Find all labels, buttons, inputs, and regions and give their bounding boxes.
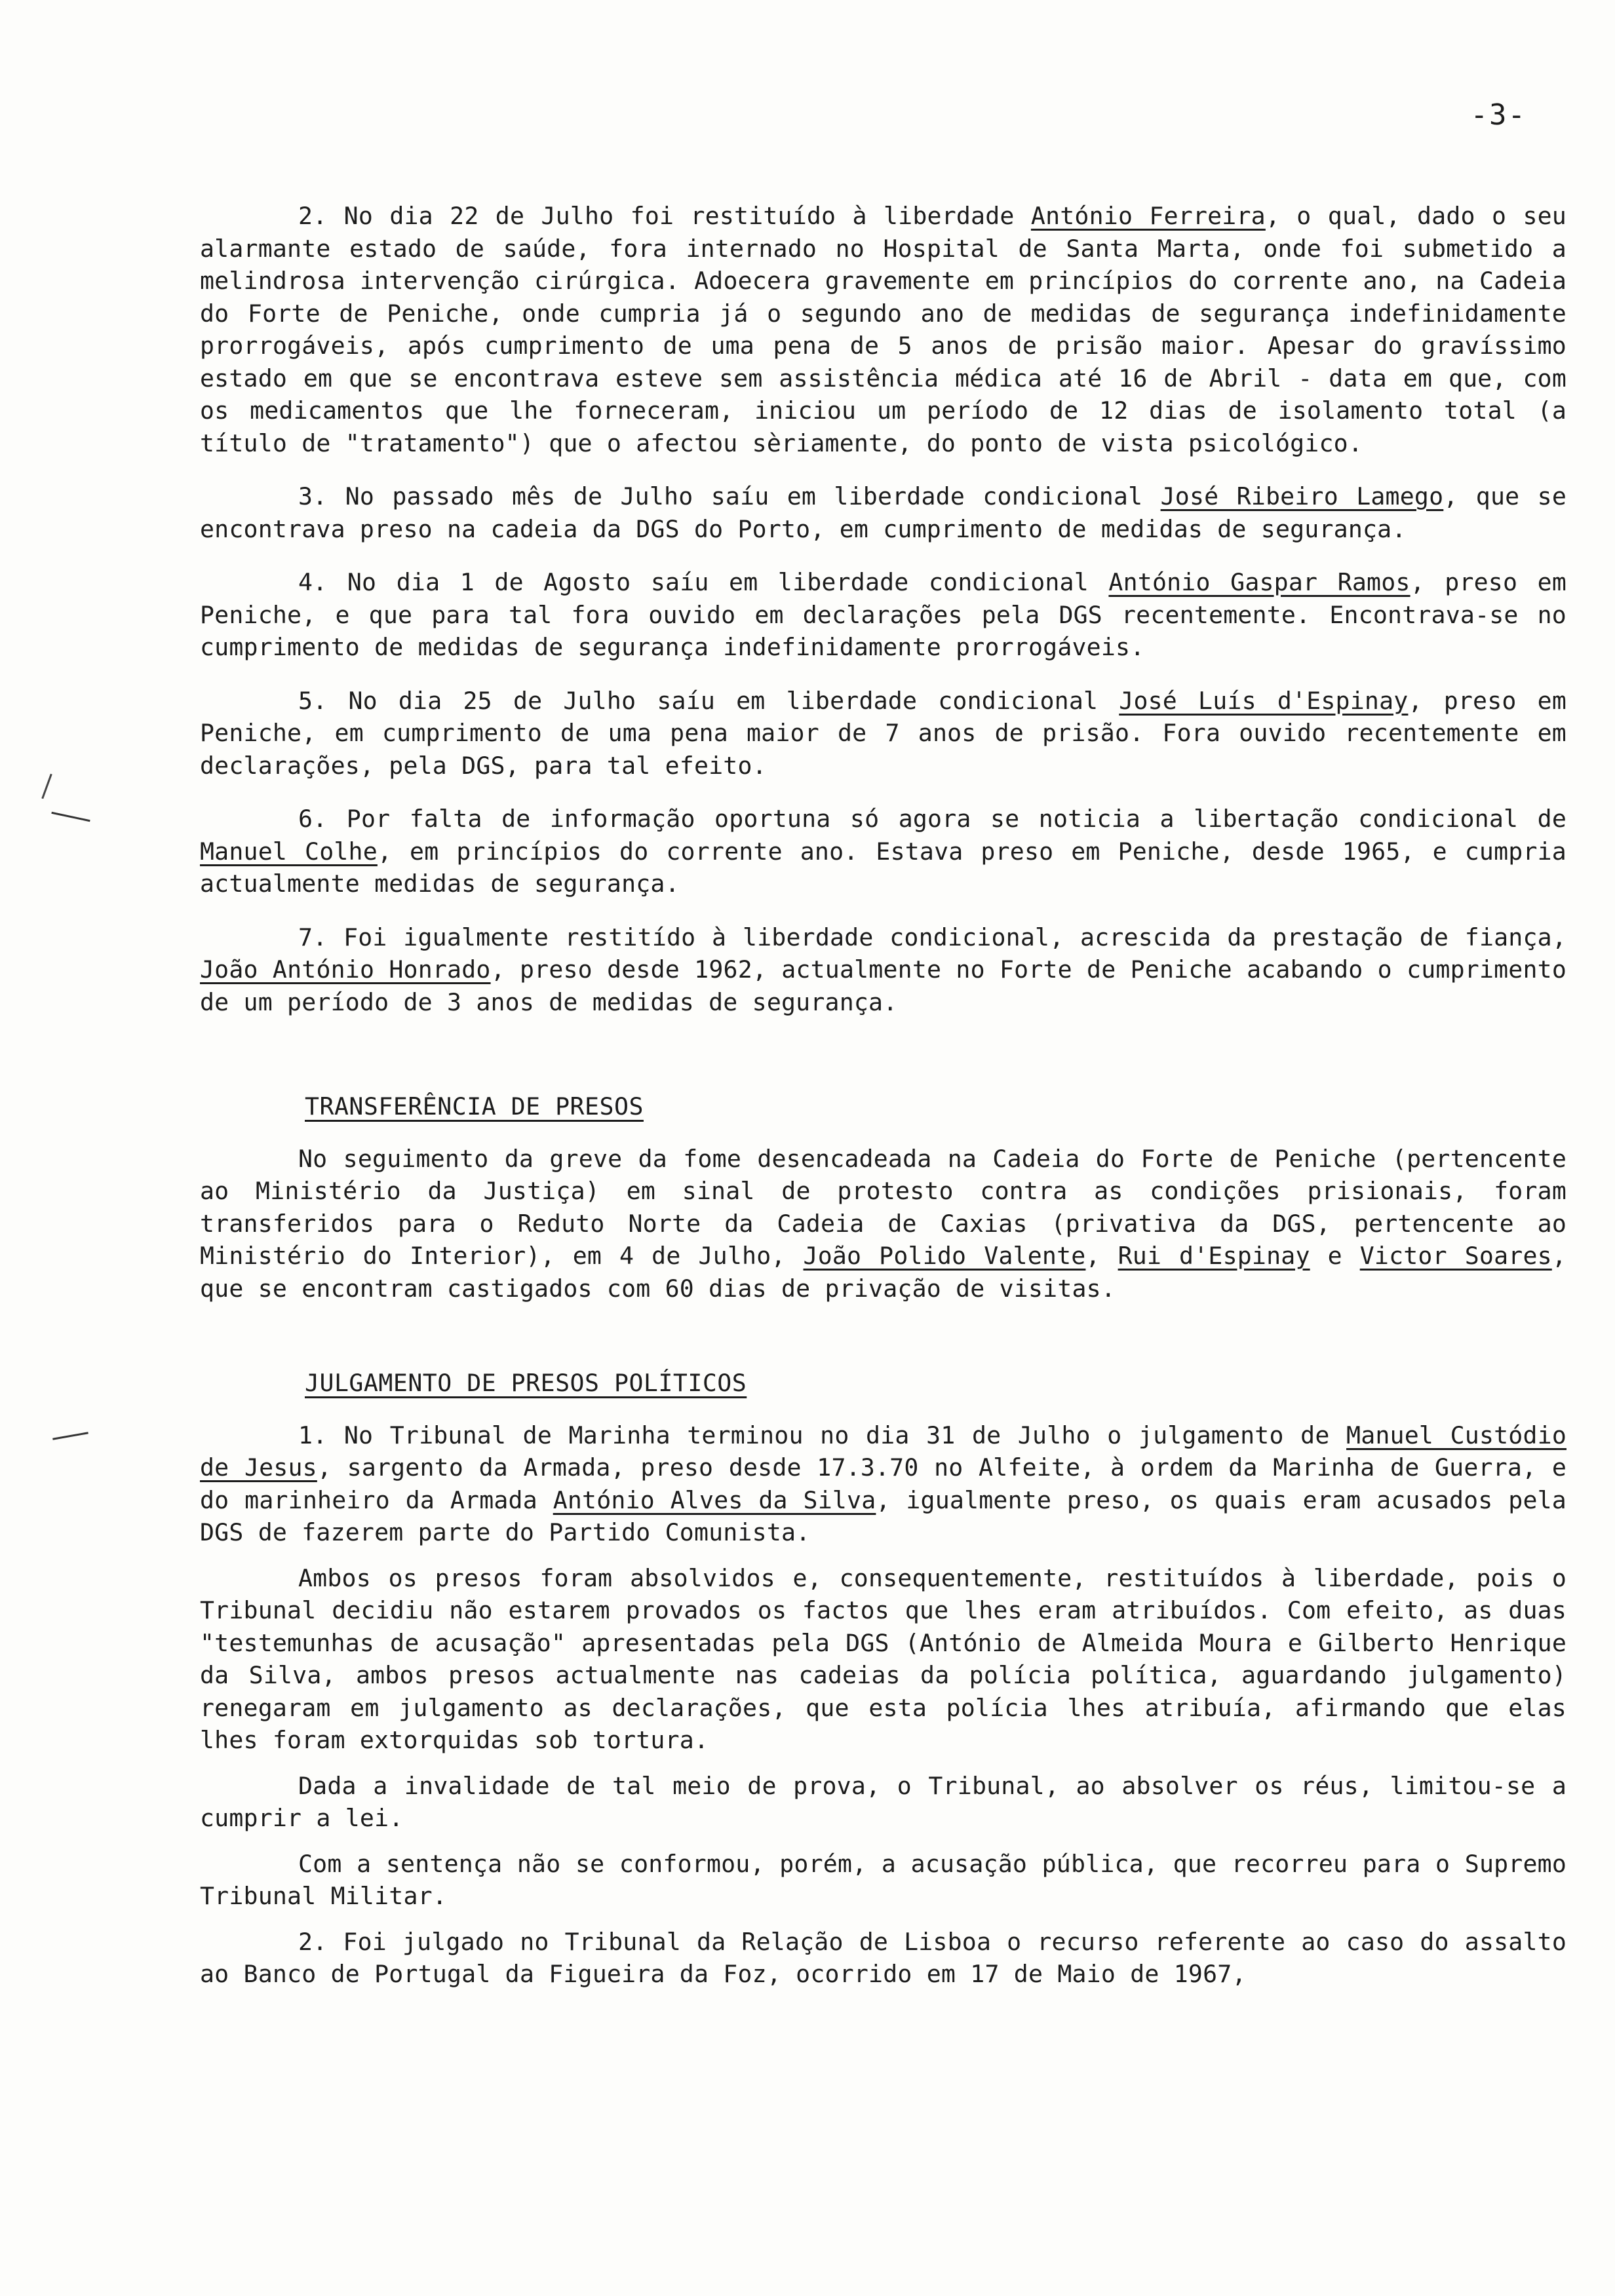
paragraph-text: , (1085, 1242, 1118, 1270)
person-name: José Luís d'Espinay (1119, 686, 1409, 715)
paragraph-text: , igualmente preso, os quais eram acusados pela DGS de fazerem parte do Partido Comunista. (200, 1485, 1566, 1546)
person-name: José Ribeiro Lamego (1160, 482, 1444, 510)
margin-mark (51, 812, 90, 822)
paragraph-trial-appeal: Com a sentença não se conformou, porém, a acusação pública, que recorreu para o Supremo Tribunal Militar. (200, 1849, 1566, 1910)
paragraph-release-6 (200, 803, 1566, 900)
person-name: João Polido Valente (803, 1242, 1086, 1270)
section-heading-trials: JULGAMENTO DE PRESOS POLÍTICOS (305, 1369, 747, 1397)
paragraph-trial-invalidity: Dada a invalidade de tal meio de prova, o Tribunal, ao absolver os réus, limitou-se a cumprir a lei. (200, 1771, 1566, 1832)
person-name: António Gaspar Ramos (1108, 568, 1411, 596)
paragraph-trial-2: 2. Foi julgado no Tribunal da Relação de Lisboa o recurso referente ao caso do assalto ao Banco de Portugal da Figueira da Foz, ocorrido em 17 de Maio de 1967, (200, 1927, 1566, 1988)
paragraph-release-3 (200, 480, 1566, 545)
person-name: Rui d'Espinay (1118, 1242, 1310, 1270)
paragraph-text: 5. No dia 25 de Julho saíu em liberdade condicional (298, 686, 1119, 715)
paragraph-text: No seguimento da greve da fome desencadeada na Cadeia do Forte de Peniche (pertencente ao Ministério da Justiça) em sinal de protesto contra as condições prisionais, foram transferidos para o Reduto Norte da Cadeia de Caxias (privativa da DGS, pertencente ao Ministério do Interior), em 4 de Julho, (200, 1144, 1566, 1270)
paragraph-text: 3. No passado mês de Julho saíu em liberdade condicional (298, 482, 1161, 510)
paragraph-text: , preso em Peniche, e que para tal fora ouvido em declarações pela DGS recentemente. Encontrava-se no cumprimento de medidas de segurança indefinidamente prorrogáveis. (200, 568, 1567, 661)
paragraph-text: 1. No Tribunal de Marinha terminou no dia 31 de Julho o julgamento de (298, 1421, 1347, 1449)
paragraph-text: , que se encontrava preso na cadeia da DGS do Porto, em cumprimento de medidas de segurança. (200, 482, 1566, 543)
paragraph-release-5 (200, 685, 1566, 782)
person-name: João António Honrado (200, 955, 491, 984)
paragraph-text: 6. Por falta de informação oportuna só agora se noticia a libertação condicional de (298, 805, 1566, 833)
paragraph-text: 4. No dia 1 de Agosto saíu em liberdade condicional (298, 568, 1109, 596)
paragraph-text: , em princípios do corrente ano. Estava preso em Peniche, desde 1965, e cumpria actualmente medidas de segurança. (200, 837, 1566, 898)
paragraph-text: , sargento da Armada, preso desde 17.3.70 no Alfeite, à ordem da Marinha de Guerra, e do marinheiro da Armada (200, 1453, 1566, 1514)
person-name: Manuel Custódio de Jesus (200, 1421, 1566, 1482)
paragraph-text: , preso desde 1962, actualmente no Forte de Peniche acabando o cumprimento de um período de 3 anos de medidas de segurança. (200, 955, 1566, 1016)
margin-tick (41, 774, 52, 799)
person-name: António Ferreira (1030, 202, 1266, 230)
person-name: Victor Soares (1359, 1242, 1552, 1270)
paragraph-trial-acquittal: Ambos os presos foram absolvidos e, consequentemente, restituídos à liberdade, pois o Tribunal decidiu não estarem provados os factos que lhes eram atribuídos. Com efeito, as duas "testemunhas de acusação" apresentadas pela DGS (António de Almeida Moura e Gilberto Henrique da Silva, ambos presos actualmente nas cadeias da polícia política, aguardando julgamento) renegaram em julgamento as declarações, que esta polícia lhes atribuía, afirmando que elas lhes foram extorquidas sob tortura. (200, 1563, 1566, 1754)
paragraph-text: , que se encontram castigados com 60 dias de privação de visitas. (200, 1242, 1566, 1303)
page-number: -3- (1470, 98, 1527, 132)
paragraph-text: e (1310, 1242, 1360, 1270)
person-name: Manuel Colhe (200, 837, 378, 866)
paragraph-text: 2. No dia 22 de Julho foi restituído à liberdade (298, 202, 1031, 230)
margin-mark (52, 1432, 88, 1440)
paragraph-release-2 (200, 200, 1566, 459)
paragraph-text: , preso em Peniche, em cumprimento de uma pena maior de 7 anos de prisão. Fora ouvido recentemente em declarações, pela DGS, para tal efeito. (200, 686, 1567, 780)
document-body (200, 200, 1566, 2004)
person-name: António Alves da Silva (553, 1485, 876, 1514)
paragraph-transfer (200, 1143, 1566, 1305)
paragraph-release-4 (200, 566, 1566, 664)
section-heading-transfer: TRANSFERÊNCIA DE PRESOS (305, 1092, 644, 1120)
paragraph-trial-1 (200, 1419, 1566, 1549)
paragraph-text: , o qual, dado o seu alarmante estado de saúde, fora internado no Hospital de Santa Marta, onde foi submetido a melindrosa intervenção cirúrgica. Adoecera gravemente em princípios do corrente ano, na Cadeia do Forte de Peniche, onde cumpria já o segundo ano de medidas de segurança indefinidamente prorrogáveis, após cumprimento de uma pena de 5 anos de prisão maior. Apesar do gravíssimo estado em que se encontrava esteve sem assistência médica até 16 de Abril - data em que, com os medicamentos que lhe forneceram, iniciou um período de 12 dias de isolamento total (a título de "tratamento") que o afectou sèriamente, do ponto de vista psicológico. (200, 202, 1566, 457)
paragraph-text: 7. Foi igualmente restitído à liberdade condicional, acrescida da prestação de fiança, (298, 923, 1566, 951)
paragraph-release-7 (200, 921, 1566, 1019)
